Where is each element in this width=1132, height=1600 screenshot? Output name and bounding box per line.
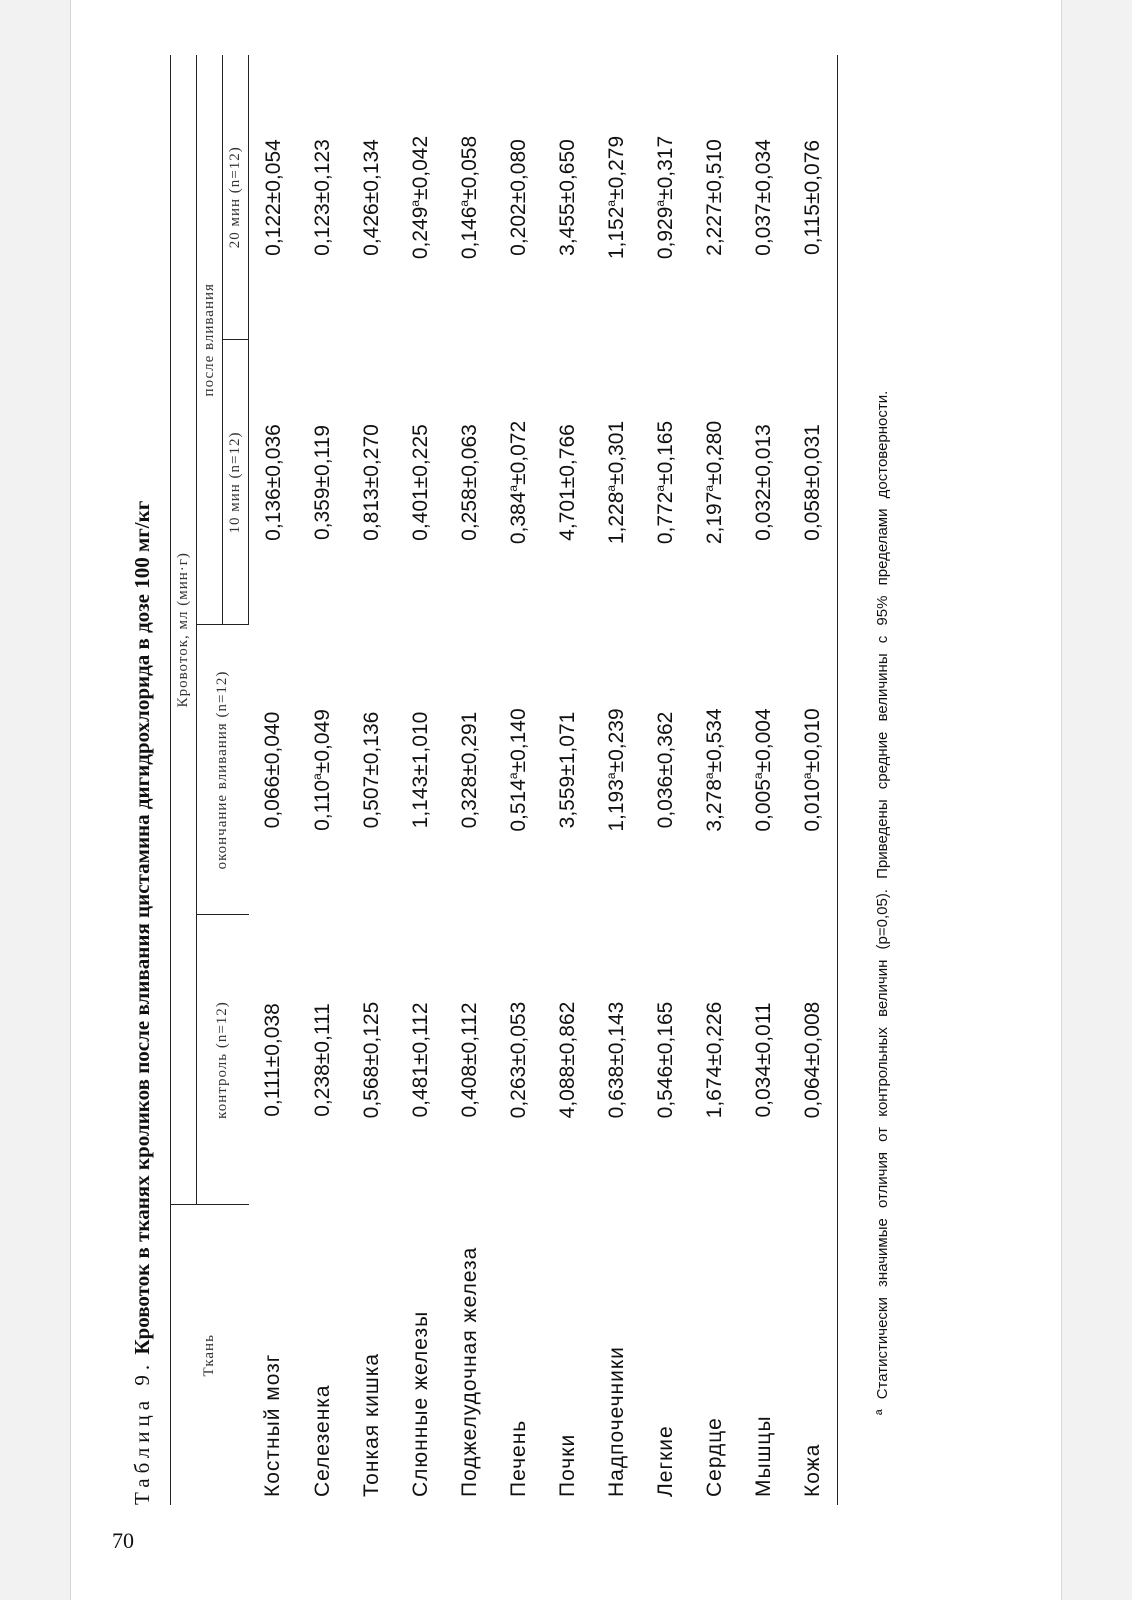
end-infusion-cell: 0,010$^a$±0,010 — [788, 625, 838, 915]
twenty-min-cell: 0,929$^a$±0,317 — [653, 135, 677, 260]
significance-marker: a — [604, 199, 618, 207]
rotated-inner — [120, 55, 950, 1505]
ten-min-cell: 0,136±0,036 — [261, 424, 285, 541]
table-row — [641, 55, 690, 1505]
rotated-content — [120, 55, 950, 1505]
header-10-min: 10 мин (n=12) — [223, 340, 249, 625]
twenty-min-cell: 0,122±0,054 — [261, 139, 285, 256]
control-cell: 0,263±0,053 — [506, 1001, 530, 1119]
table-row — [494, 55, 543, 1505]
end-infusion-cell: 1,143±1,010 — [408, 711, 432, 829]
tissue-cell: Поджелудочная железа — [457, 1246, 481, 1497]
twenty-min-cell: 0,115±0,076 — [788, 55, 838, 340]
significance-marker: a — [702, 772, 716, 780]
control-cell: 0,238±0,111 — [310, 1003, 334, 1117]
tissue-cell: Слюнные железы — [408, 1310, 432, 1497]
twenty-min-cell: 0,037±0,034 — [751, 139, 775, 256]
end-infusion-cell: 3,559±1,071 — [555, 711, 579, 829]
control-cell: 0,408±0,112 — [457, 1002, 481, 1118]
ten-min-cell: 0,359±0,119 — [310, 424, 334, 541]
tissue-cell: Тонкая кишка — [359, 1352, 383, 1497]
ten-min-cell: 0,032±0,013 — [751, 424, 775, 541]
twenty-min-cell: 1,152$^a$±0,279 — [604, 135, 628, 260]
ten-min-cell: 0,384$^a$±0,072 — [506, 420, 530, 545]
table-row — [690, 55, 739, 1505]
twenty-min-cell: 0,123±0,123 — [310, 139, 334, 256]
significance-marker: a — [751, 772, 765, 780]
twenty-min-cell: 2,227±0,510 — [702, 139, 726, 256]
ten-min-cell: 2,197$^a$±0,280 — [702, 420, 726, 545]
end-infusion-cell: 0,328±0,291 — [457, 711, 481, 829]
control-cell: 0,481±0,112 — [408, 1002, 432, 1118]
end-infusion-cell: 0,036±0,362 — [653, 711, 677, 829]
significance-marker: a — [457, 199, 471, 207]
end-infusion-cell: 0,110$^a$±0,049 — [310, 709, 334, 831]
significance-marker: a — [506, 484, 520, 492]
end-infusion-cell: 0,005$^a$±0,004 — [751, 708, 775, 832]
tissue-cell: Селезенка — [310, 1384, 334, 1497]
blood-flow-table — [170, 55, 838, 1505]
tissue-cell: Надпочечники — [604, 1346, 628, 1497]
page-number: 70 — [112, 1528, 134, 1553]
header-after-infusion: после вливания — [197, 55, 223, 625]
significance-marker: a — [702, 484, 716, 492]
tissue-cell: Костный мозг — [261, 1353, 285, 1497]
ten-min-cell: 0,813±0,270 — [359, 424, 383, 541]
table-row — [445, 55, 494, 1505]
ten-min-cell: 0,772$^a$±0,165 — [653, 420, 677, 545]
tissue-cell: Почки — [555, 1433, 579, 1497]
ten-min-cell: 0,258±0,063 — [457, 424, 481, 541]
table-row — [396, 55, 445, 1505]
significance-marker: a — [604, 484, 618, 492]
end-infusion-cell: 0,507±0,136 — [359, 711, 383, 829]
table-title — [130, 55, 155, 1505]
table-caption: Кровоток в тканях кроликов после вливания цистамина дигидрохлорида в дозе 100 мг/кг — [130, 500, 154, 1355]
table-row — [739, 55, 788, 1505]
twenty-min-cell: 3,455±0,650 — [555, 139, 579, 256]
twenty-min-cell: 0,426±0,134 — [359, 139, 383, 256]
table-body — [249, 55, 838, 1505]
twenty-min-cell: 0,202±0,080 — [506, 139, 530, 256]
significance-marker: a — [800, 772, 814, 780]
tissue-cell: Легкие — [653, 1425, 677, 1497]
ten-min-cell: 0,058±0,031 — [788, 340, 838, 625]
control-cell: 0,568±0,125 — [359, 1001, 383, 1119]
twenty-min-cell: 0,249$^a$±0,042 — [408, 135, 432, 260]
significance-marker: a — [408, 199, 422, 207]
end-infusion-cell: 0,066±0,040 — [261, 711, 285, 829]
ten-min-cell: 0,401±0,225 — [408, 424, 432, 541]
twenty-min-cell: 0,146$^a$±0,058 — [457, 135, 481, 260]
significance-marker: a — [310, 773, 324, 780]
table-row — [249, 55, 299, 1505]
end-infusion-cell: 3,278$^a$±0,534 — [702, 708, 726, 832]
footnote: ª Статистически значимые отличия от контрольных величин (p=0,05). Приведены средние величины с 95% пределами достоверности. — [874, 390, 891, 1415]
table-row — [543, 55, 592, 1505]
control-cell: 1,674±0,226 — [702, 1001, 726, 1119]
table-row — [788, 55, 838, 1505]
end-infusion-cell: 1,193$^a$±0,239 — [604, 708, 628, 832]
header-blood-flow: Кровоток, мл (мин·г) — [171, 55, 197, 1205]
tissue-cell: Мышцы — [751, 1415, 775, 1497]
table-row — [347, 55, 396, 1505]
significance-marker: a — [653, 199, 667, 207]
table-row — [592, 55, 641, 1505]
significance-marker: a — [653, 484, 667, 492]
header-end-infusion: окончание вливания (n=12) — [197, 625, 249, 915]
end-infusion-cell: 0,514$^a$±0,140 — [506, 708, 530, 832]
control-cell: 0,638±0,143 — [604, 1001, 628, 1119]
significance-marker: a — [506, 772, 520, 780]
control-cell: 0,034±0,011 — [751, 1002, 775, 1118]
header-20-min: 20 мин (n=12) — [223, 55, 249, 340]
ten-min-cell: 1,228$^a$±0,301 — [604, 420, 628, 545]
header-control: контроль (n=12) — [197, 915, 249, 1205]
significance-marker: a — [604, 772, 618, 780]
control-cell: 0,064±0,008 — [788, 915, 838, 1205]
tissue-cell: Кожа — [788, 1205, 838, 1505]
control-cell: 0,111±0,038 — [261, 1003, 285, 1117]
control-cell: 4,088±0,862 — [555, 1001, 579, 1119]
tissue-cell: Печень — [506, 1419, 530, 1497]
ten-min-cell: 4,701±0,766 — [555, 424, 579, 541]
control-cell: 0,546±0,165 — [653, 1001, 677, 1119]
table-row — [298, 55, 347, 1505]
tissue-cell: Сердце — [702, 1417, 726, 1497]
table-label: Таблица 9. — [130, 1359, 154, 1505]
header-tissue: Ткань — [171, 1205, 249, 1505]
